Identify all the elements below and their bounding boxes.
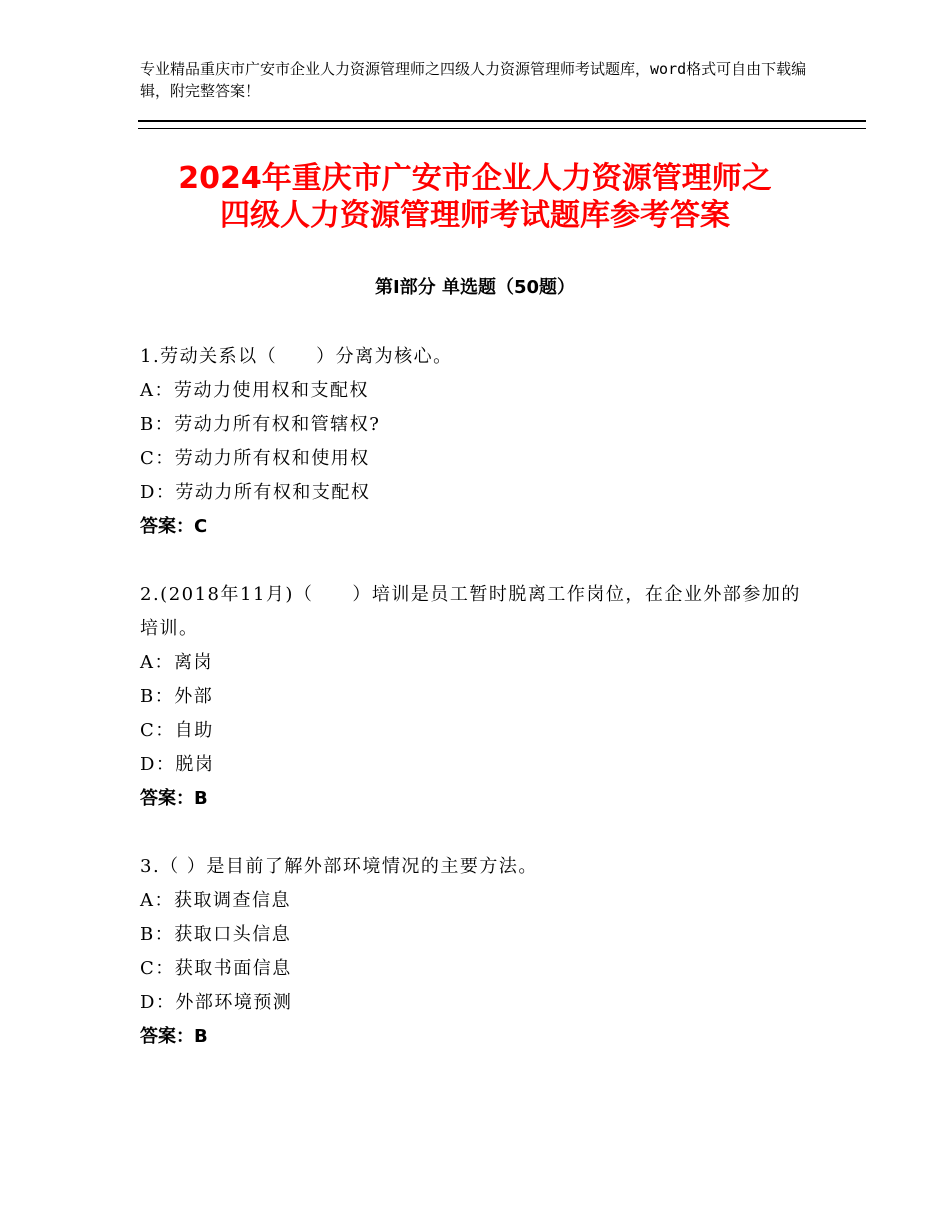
option-a: A：劳动力使用权和支配权 bbox=[140, 380, 369, 401]
option-d: D：劳动力所有权和支配权 bbox=[140, 482, 371, 503]
option-b: B：外部 bbox=[140, 686, 214, 707]
option-c: C：获取书面信息 bbox=[140, 958, 292, 979]
option-a: A：获取调查信息 bbox=[140, 890, 291, 911]
answer: 答案：B bbox=[140, 788, 208, 809]
question-1 bbox=[140, 340, 820, 544]
question-text: 3.（ ）是目前了解外部环境情况的主要方法。 bbox=[140, 856, 538, 877]
question-text: 2.(2018年11月)（ ）培训是员工暂时脱离工作岗位，在企业外部参加的培训。 bbox=[140, 584, 801, 639]
question-2 bbox=[140, 578, 820, 816]
document-title-line-2: 四级人力资源管理师考试题库参考答案 bbox=[220, 198, 730, 233]
answer: 答案：C bbox=[140, 516, 208, 537]
document-title-line-1: 2024年重庆市广安市企业人力资源管理师之 bbox=[178, 161, 772, 196]
question-text: 1.劳动关系以（ ）分离为核心。 bbox=[140, 346, 453, 367]
document-title bbox=[100, 160, 850, 234]
question-3 bbox=[140, 850, 820, 1054]
option-c: C：劳动力所有权和使用权 bbox=[140, 448, 370, 469]
option-a: A：离岗 bbox=[140, 652, 213, 673]
option-d: D：外部环境预测 bbox=[140, 992, 293, 1013]
option-d: D：脱岗 bbox=[140, 754, 215, 775]
option-c: C：自助 bbox=[140, 720, 214, 741]
question-list bbox=[140, 340, 820, 1088]
option-b: B：劳动力所有权和管辖权? bbox=[140, 414, 381, 435]
section-title: 第Ⅰ部分 单选题（50题） bbox=[374, 277, 575, 298]
answer: 答案：B bbox=[140, 1026, 208, 1047]
header-note: 专业精品重庆市广安市企业人力资源管理师之四级人力资源管理师考试题库，word格式可自由下载编辑，附完整答案！ bbox=[140, 60, 807, 100]
option-b: B：获取口头信息 bbox=[140, 924, 292, 945]
header-divider bbox=[138, 120, 866, 129]
